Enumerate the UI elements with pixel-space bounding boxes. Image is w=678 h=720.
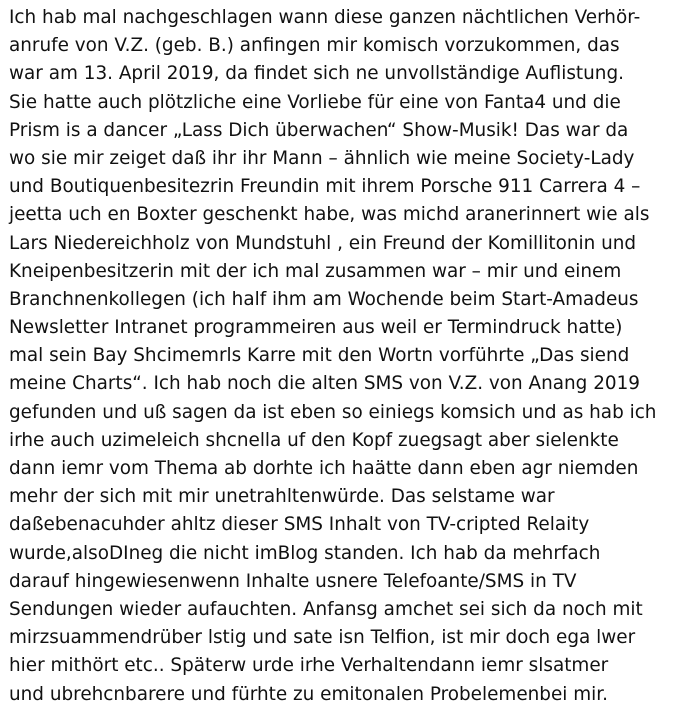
text-line: gefunden und uß sagen da ist eben so einiegs komsich und as hab ich	[9, 401, 657, 423]
text-line: wurde,alsoDIneg die nicht imBlog standen. Ich hab da mehrfach	[9, 542, 601, 564]
text-line: hier mithört etc.. Späterw urde irhe Verhaltendann iemr slsatmer	[9, 655, 609, 677]
text-line: mehr der sich mit mir unetrahltenwürde. Das selstame war	[9, 486, 555, 508]
text-line: irhe auch uzimeleich shcnella uf den Kopf zuegsagt aber sielenkte	[9, 429, 619, 451]
text-line: daßebenacuhder ahltz dieser SMS Inhalt von TV-cripted Relaity	[9, 514, 590, 536]
text-line: Lars Niedereichholz von Mundstuhl , ein Freund der Komillitonin und	[9, 232, 637, 254]
text-line: Prism is a dancer „Lass Dich überwachen“ Show-Musik! Das war da	[9, 119, 629, 141]
text-line: Branchnenkollegen (ich half ihm am Wochende beim Start-Amadeus	[9, 288, 639, 310]
text-line: und Boutiquenbesitezrin Freundin mit ihrem Porsche 911 Carrera 4 –	[9, 176, 641, 198]
text-line: mal sein Bay Shcimemrls Karre mit den Wortn vorführte „Das siend	[9, 345, 630, 367]
text-line: war am 13. April 2019, da findet sich ne unvollständige Auflistung.	[9, 63, 624, 85]
text-line: wo sie mir zeiget daß ihr ihr Mann – ähnlich wie meine Society-Lady	[9, 147, 635, 169]
text-line: jeetta uch en Boxter geschenkt habe, was michd aranerinnert wie als	[9, 204, 650, 226]
text-line: dann iemr vom Thema ab dorhte ich haätte dann eben agr niemden	[9, 458, 639, 479]
text-line: meine Charts“. Ich hab noch die alten SMS von V.Z. von Anang 2019	[9, 373, 641, 395]
text-line: mirzsuammendrüber lstig und sate isn Telfion, ist mir doch ega lwer	[9, 627, 636, 649]
text-line: Ich hab mal nachgeschlagen wann diese ganzen nächtlichen Verhör-	[9, 7, 641, 28]
text-line: Sie hatte auch plötzliche eine Vorliebe für eine von Fanta4 und die	[9, 91, 621, 113]
text-line: darauf hingewiesenwenn Inhalte usnere Telefoante/SMS in TV	[9, 570, 577, 592]
text-line: Sendungen wieder aufauchten. Anfansg amchet sei sich da noch mit	[9, 598, 643, 620]
text-line: und ubrehcnbarere und fürhte zu emitonalen Probelemenbei mir.	[9, 683, 608, 705]
document-text	[9, 4, 678, 709]
text-line: anrufe von V.Z. (geb. B.) anfingen mir komisch vorzukommen, das	[9, 35, 620, 57]
text-line: Newsletter Intranet programmeiren aus weil er Termindruck hatte)	[9, 317, 623, 339]
text-line: Kneipenbesitzerin mit der ich mal zusammen war – mir und einem	[9, 260, 622, 282]
